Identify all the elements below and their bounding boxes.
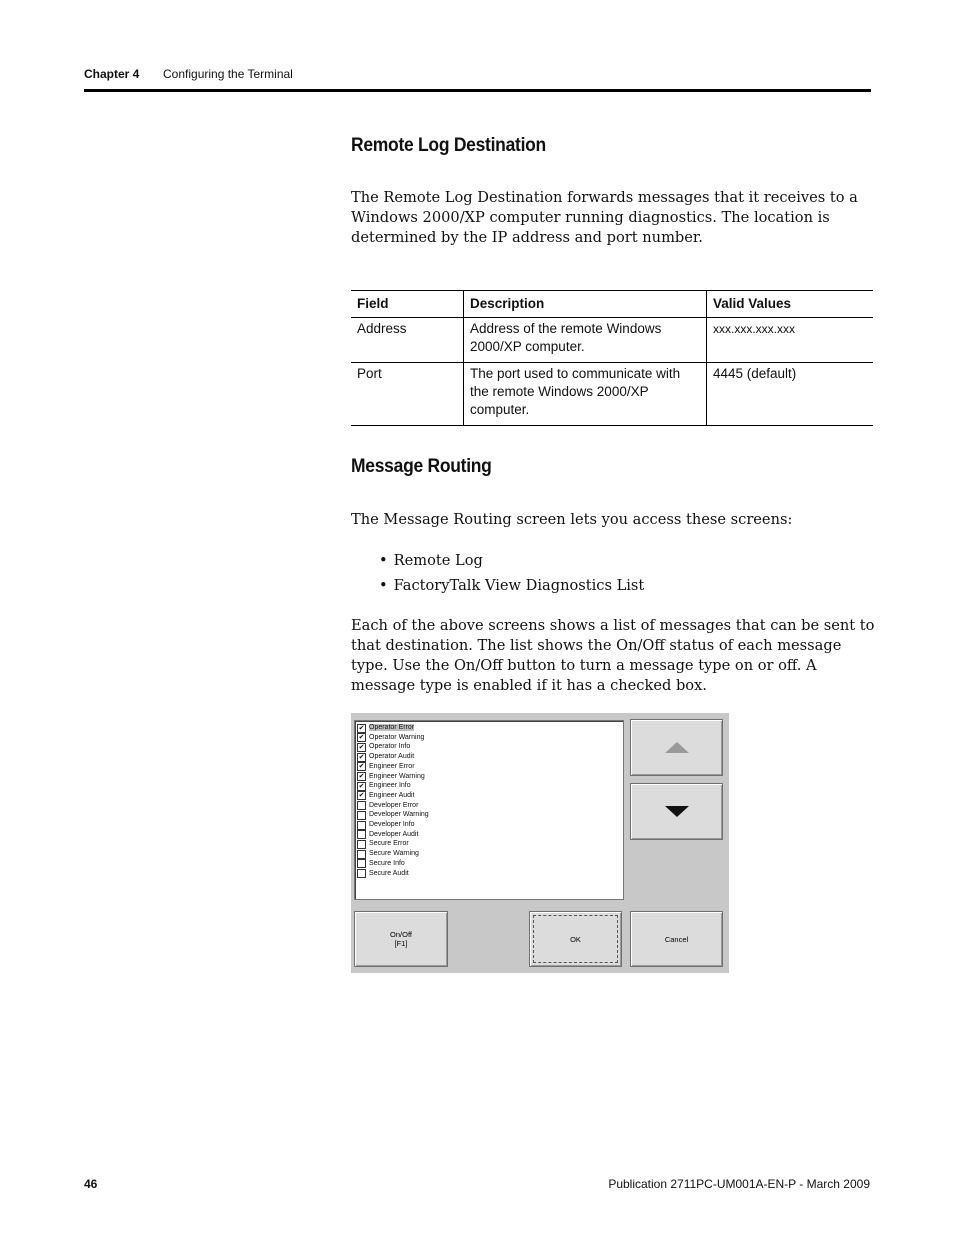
scroll-down-button[interactable] bbox=[630, 783, 723, 840]
checkbox-unchecked-icon[interactable] bbox=[357, 821, 366, 830]
checkbox-checked-icon[interactable]: ✔ bbox=[358, 743, 365, 751]
checkbox-checked-icon[interactable]: ✔ bbox=[358, 724, 365, 732]
message-type-label: Developer Error bbox=[369, 801, 419, 809]
checkbox-unchecked-icon[interactable] bbox=[357, 830, 366, 839]
triangle-up-icon bbox=[665, 742, 689, 753]
cell-field: Address bbox=[351, 318, 464, 363]
focus-rectangle bbox=[533, 915, 618, 963]
message-type-label: Engineer Audit bbox=[369, 791, 415, 799]
column-header-description: Description bbox=[464, 291, 707, 318]
table-header-row bbox=[351, 291, 873, 318]
message-type-item[interactable] bbox=[357, 762, 415, 772]
message-type-label: Engineer Info bbox=[369, 782, 411, 790]
message-routing-heading: Message Routing bbox=[351, 456, 492, 477]
checkbox-unchecked-icon[interactable] bbox=[357, 859, 366, 868]
message-type-label: Developer Info bbox=[369, 821, 415, 828]
message-type-item[interactable] bbox=[357, 742, 410, 752]
message-type-item[interactable] bbox=[357, 830, 418, 840]
message-type-label: Operator Error bbox=[369, 724, 415, 731]
triangle-down-icon bbox=[665, 806, 689, 817]
header-rule bbox=[84, 89, 871, 92]
checkbox-unchecked-icon[interactable] bbox=[357, 850, 366, 859]
message-type-label: Developer Warning bbox=[369, 811, 429, 819]
message-type-label: Operator Audit bbox=[369, 753, 415, 761]
message-type-listbox[interactable] bbox=[354, 720, 624, 900]
message-type-label: Secure Error bbox=[369, 840, 409, 848]
message-type-label: Engineer Warning bbox=[369, 772, 425, 780]
message-type-item[interactable] bbox=[357, 752, 414, 762]
on-off-button[interactable] bbox=[354, 911, 448, 967]
column-header-field: Field bbox=[351, 291, 464, 318]
column-header-valid-values: Valid Values bbox=[707, 291, 874, 318]
message-type-item[interactable] bbox=[357, 733, 424, 743]
message-type-item[interactable] bbox=[357, 781, 411, 791]
checkbox-checked-icon[interactable]: ✔ bbox=[358, 763, 365, 771]
message-type-label: Operator Warning bbox=[369, 733, 425, 741]
message-type-item[interactable] bbox=[357, 791, 415, 801]
chapter-label: Chapter 4 bbox=[84, 67, 140, 81]
checkbox-checked-icon[interactable]: ✔ bbox=[358, 792, 365, 800]
table-row bbox=[351, 363, 873, 426]
message-type-item[interactable] bbox=[357, 839, 409, 849]
message-type-item[interactable] bbox=[357, 810, 429, 820]
scroll-up-button[interactable] bbox=[630, 719, 723, 776]
list-item: • FactoryTalk View Diagnostics List bbox=[379, 573, 644, 598]
message-type-label: Operator Info bbox=[369, 743, 411, 751]
message-type-label: Engineer Error bbox=[369, 762, 415, 770]
checkbox-unchecked-icon[interactable] bbox=[357, 801, 366, 810]
message-routing-intro: The Message Routing screen lets you access these screens: bbox=[351, 511, 793, 528]
remote-log-paragraph: The Remote Log Destination forwards messages that it receives to a Windows 2000/XP computer running diagnostics. The location is determined by the IP address and port number. bbox=[351, 189, 858, 246]
message-routing-paragraph: Each of the above screens shows a list of messages that can be sent to that destination. The list shows the On/Off status of each message type. Use the On/Off button to turn a message type on or off. A message type is enabled if it has a checked box. bbox=[351, 617, 875, 694]
message-type-label: Secure Audit bbox=[369, 869, 409, 877]
publication-info: Publication 2711PC-UM001A-EN-P - March 2009 bbox=[608, 1177, 870, 1191]
message-type-label: Secure Warning bbox=[369, 850, 419, 858]
message-routing-screen bbox=[351, 713, 729, 973]
message-type-item[interactable] bbox=[357, 820, 415, 830]
message-type-item[interactable] bbox=[357, 869, 409, 879]
checkbox-unchecked-icon[interactable] bbox=[357, 869, 366, 878]
chapter-title: Configuring the Terminal bbox=[163, 67, 293, 81]
on-off-key-label: [F1] bbox=[394, 939, 408, 948]
cancel-label: Cancel bbox=[664, 934, 689, 944]
checkbox-checked-icon[interactable]: ✔ bbox=[358, 773, 365, 780]
ok-label: OK bbox=[570, 934, 581, 944]
cell-field: Port bbox=[351, 363, 464, 426]
cell-valid-values: 4445 (default) bbox=[707, 363, 874, 426]
page-number: 46 bbox=[84, 1177, 98, 1191]
checkbox-unchecked-icon[interactable] bbox=[357, 811, 366, 820]
checkbox-checked-icon[interactable]: ✔ bbox=[358, 753, 365, 761]
message-type-item[interactable] bbox=[357, 859, 405, 869]
ok-button[interactable] bbox=[529, 911, 622, 967]
checkbox-unchecked-icon[interactable] bbox=[357, 840, 366, 849]
message-type-label: Developer Audit bbox=[369, 830, 419, 838]
cancel-button[interactable] bbox=[630, 911, 723, 967]
message-type-item[interactable] bbox=[357, 723, 414, 733]
remote-log-heading: Remote Log Destination bbox=[351, 135, 546, 156]
message-type-label: Secure Info bbox=[369, 859, 405, 867]
cell-valid-values: xxx.xxx.xxx.xxx bbox=[707, 318, 874, 363]
list-item: • Remote Log bbox=[379, 548, 644, 573]
screen-list bbox=[379, 548, 644, 598]
cell-description: Address of the remote Windows 2000/XP computer. bbox=[464, 318, 707, 363]
message-type-item[interactable] bbox=[357, 772, 425, 782]
checkbox-checked-icon[interactable]: ✔ bbox=[358, 734, 365, 742]
message-type-item[interactable] bbox=[357, 849, 419, 859]
cell-description: The port used to communicate with the remote Windows 2000/XP computer. bbox=[464, 363, 707, 426]
checkbox-checked-icon[interactable]: ✔ bbox=[358, 782, 365, 790]
remote-log-table bbox=[351, 290, 873, 426]
on-off-label: On/Off bbox=[390, 930, 412, 939]
message-type-item[interactable] bbox=[357, 801, 418, 811]
table-row bbox=[351, 318, 873, 363]
